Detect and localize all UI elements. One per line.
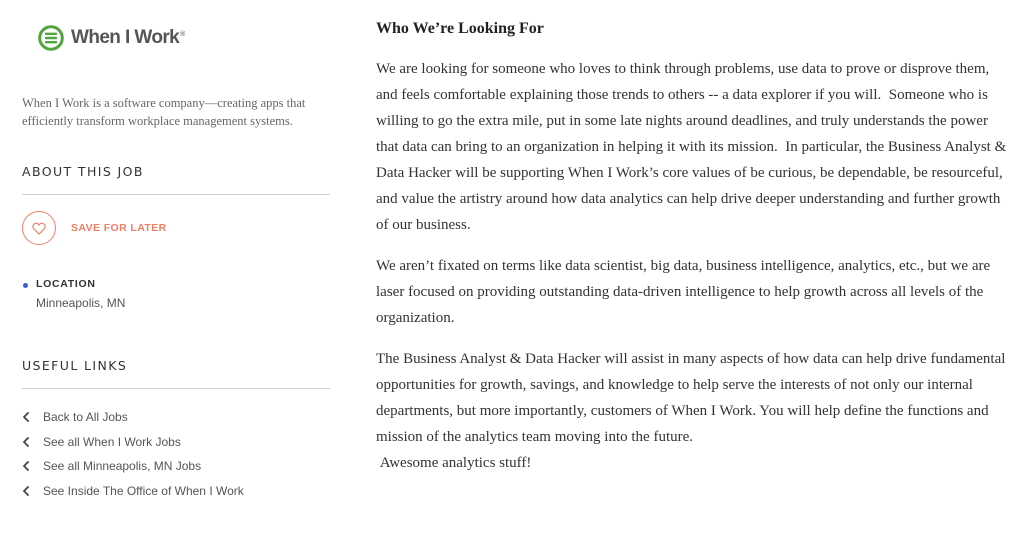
when-i-work-logo-icon [38, 25, 64, 51]
link-label[interactable]: See all When I Work Jobs [43, 434, 181, 449]
chevron-left-icon [22, 486, 30, 496]
useful-links-heading: USEFUL LINKS [22, 358, 128, 373]
location-label: LOCATION [36, 278, 96, 290]
chevron-left-icon [22, 412, 30, 422]
link-label[interactable]: See all Minneapolis, MN Jobs [43, 459, 202, 474]
section-heading: Who We’re Looking For [376, 20, 544, 37]
save-for-later-label: SAVE FOR LATER [71, 222, 167, 234]
link-label[interactable]: Back to All Jobs [43, 410, 128, 425]
chevron-left-icon [22, 437, 30, 447]
job-description [376, 18, 1011, 491]
paragraph-focus: We aren’t fixated on terms like data scientist, big data, business intelligence, analytics, etc., but we are laser focused on providing outstanding data-driven intelligence to help growth across all levels of the organization. [376, 258, 994, 326]
logo-text: When I Work® [71, 27, 185, 48]
link-inside-office[interactable] [22, 479, 244, 504]
link-all-city-jobs[interactable] [22, 454, 244, 479]
location-value: Minneapolis, MN [36, 296, 126, 310]
link-back-to-all-jobs[interactable] [22, 405, 244, 430]
paragraph-responsibilities: The Business Analyst & Data Hacker will assist in many aspects of how data can help drive fundamental opportunities for growth, savings, and knowledge to help serve the interests of not only our internal departments, but more importantly, customers of When I Work. You will help define the functions and mission of the analytics team moving into the future. Awesome analytics stuff! [376, 351, 1006, 471]
section-divider [22, 194, 330, 195]
chevron-left-icon [22, 461, 30, 471]
company-description: When I Work is a software company—creating apps that efficiently transform workplace management systems. [22, 96, 306, 128]
about-job-heading: ABOUT THIS JOB [22, 164, 144, 179]
save-circle[interactable] [22, 211, 56, 245]
save-for-later-button[interactable] [22, 210, 167, 246]
link-label[interactable]: See Inside The Office of When I Work [43, 483, 244, 498]
useful-links-list [22, 405, 244, 503]
sidebar [22, 0, 330, 552]
link-all-company-jobs[interactable] [22, 430, 244, 455]
paragraph-intro: We are looking for someone who loves to think through problems, use data to prove or disprove them, and feels comfortable explaining those trends to others -- a data explorer if you will. Someone who is willing to go the extra mile, put in some late nights around deadlines, and truly understands the power that data can bring to an organization in helping it with its mission. In particular, the Business Analyst & Data Hacker will be supporting When I Work’s core values of be curious, be dependable, be resourceful, and value the artistry around how data analytics can help drive deeper understanding and further growth of our business. [376, 61, 1011, 233]
company-logo[interactable] [38, 24, 185, 52]
section-divider [22, 388, 330, 389]
heart-icon [32, 222, 46, 235]
dot-icon [23, 283, 28, 288]
logo-trademark: ® [180, 30, 185, 38]
